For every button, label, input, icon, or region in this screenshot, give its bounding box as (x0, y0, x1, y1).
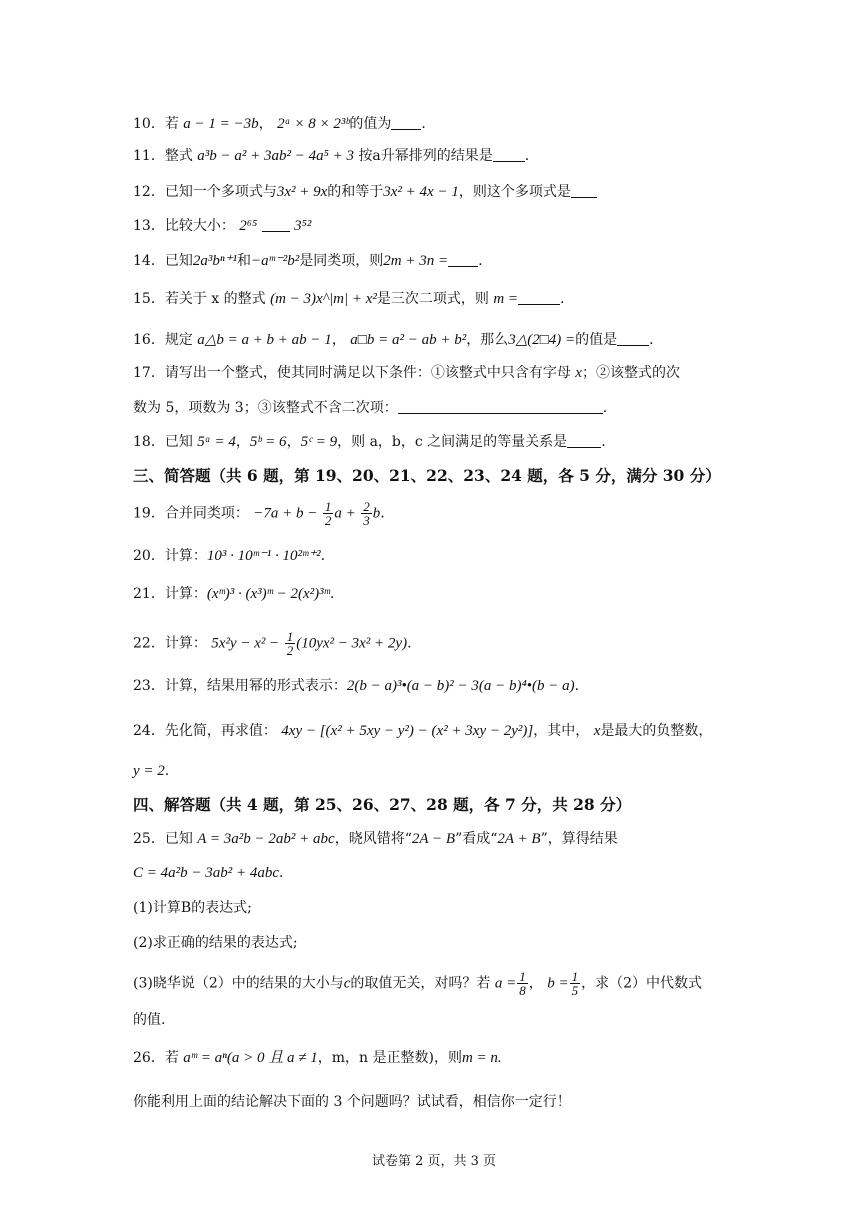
q10-expression: 2ᵃ × 8 × 2³ᵇ (277, 116, 350, 132)
page-footer: 试卷第 2 页，共 3 页 (371, 1154, 497, 1169)
fraction: $\frac{2}{3}$ (363, 499, 370, 528)
section-heading-3: 三、简答题（共 6 题，第 19、20、21、22、23、24 题，各 5 分，满分 30 分） (133, 466, 721, 485)
question-25-part2: (2)求正确的结果的表达式; (133, 935, 298, 951)
answer-blank[interactable] (262, 217, 290, 232)
question-21: 21．计算：(xᵐ)³ · (x³)ᵐ − 2(x²)³ᵐ. (133, 586, 335, 602)
question-26: 26．若 aᵐ = aⁿ(a > 0 且 a ≠ 1，m，n 是正整数)，则m = n. (133, 1050, 502, 1066)
question-26-note: 你能利用上面的结论解决下面的 3 个问题吗？试试看，相信你一定行！ (133, 1094, 571, 1110)
q10-condition: a − 1 = −3b (183, 116, 259, 132)
question-17-line2: 数为 5，项数为 3；③该整式不含二次项： . (133, 400, 608, 416)
answer-blank[interactable] (448, 252, 478, 267)
answer-blank[interactable] (567, 433, 601, 448)
question-25-part3-line2: 的值. (133, 1012, 166, 1028)
answer-blank[interactable] (493, 147, 525, 162)
question-23: 23．计算，结果用幂的形式表示：2(b − a)³•(a − b)² − 3(a − b)⁴•(b − a). (133, 678, 580, 694)
question-12: 12．已知一个多项式与3x² + 9x的和等于3x² + 4x − 1，则这个多项式是 (133, 182, 597, 202)
q11-expression: a³b − a² + 3ab² − 4a⁵ + 3 (197, 148, 354, 164)
question-14: 14．已知2a³bⁿ⁺¹和−aᵐ⁻²b²是同类项，则2m + 3n = . (133, 253, 483, 269)
section-heading-4: 四、解答题（共 4 题，第 25、26、27、28 题，各 7 分，共 28 分） (133, 795, 632, 814)
question-15: 15．若关于 x 的整式 (m − 3)x^|m| + x²是三次二项式，则 m = . (133, 291, 565, 307)
question-22: 22．计算： 5x²y − x² − $\frac{1}{2}$ (10yx² − 3x² + 2y). (133, 629, 412, 658)
answer-blank[interactable] (518, 290, 560, 305)
question-24: 24．先化简，再求值： 4xy − [(x² + 5xy − y²) − (x² + 3xy − 2y²)]，其中， x是最大的负整数， (133, 723, 713, 739)
question-25-part1: (1)计算B的表达式; (133, 900, 252, 916)
fraction: $\frac{1}{5}$ (571, 969, 579, 998)
question-25-line2: C = 4a²b − 3ab² + 4abc. (133, 865, 284, 881)
question-11: 11．整式 a³b − a² + 3ab² − 4a⁵ + 3 按a升幂排列的结果是 . (133, 148, 530, 164)
fraction: $\frac{1}{2}$ (324, 499, 332, 528)
answer-blank[interactable] (391, 115, 421, 130)
question-10: 10．若 a − 1 = −3b， 2ᵃ × 8 × 2³ᵇ的值为 . (133, 116, 426, 132)
question-24-line2: y = 2. (133, 763, 170, 779)
question-19: 19．合并同类项： −7a + b − $\frac{1}{2}$ a + $\frac{2}{3}$ b. (133, 499, 385, 528)
answer-blank[interactable] (571, 183, 597, 198)
answer-blank[interactable] (398, 399, 603, 414)
fraction: $\frac{1}{8}$ (519, 969, 526, 998)
answer-blank[interactable] (617, 331, 649, 346)
question-20: 20．计算：10³ · 10ᵐ⁻¹ · 10²ᵐ⁺². (133, 548, 326, 564)
fraction: $\frac{1}{2}$ (286, 629, 294, 658)
question-25: 25．已知 A = 3a²b − 2ab² + abc，晓风错将“2A − B”看成“2A + B”，算得结果 (133, 831, 618, 847)
question-25-part3: (3)晓华说（2）中的结果的大小与c的取值无关，对吗？若 a = $\frac{1}{8}$ ， b = $\frac{1}{5}$ ，求（2）中代数式 (133, 969, 702, 998)
question-13: 13．比较大小： 2⁶⁵ 3⁵² (133, 218, 312, 234)
question-16: 16．规定 a△b = a + b + ab − 1， a□b = a² − ab + b²，那么3△(2□4) =的值是 . (133, 332, 654, 348)
question-17: 17．请写出一个整式，使其同时满足以下条件：①该整式中只含有字母 x；②该整式的次 (133, 365, 680, 381)
question-18: 18．已知 5ᵃ = 4，5ᵇ = 6，5ᶜ = 9，则 a，b，c 之间满足的等量关系是 . (133, 434, 606, 450)
